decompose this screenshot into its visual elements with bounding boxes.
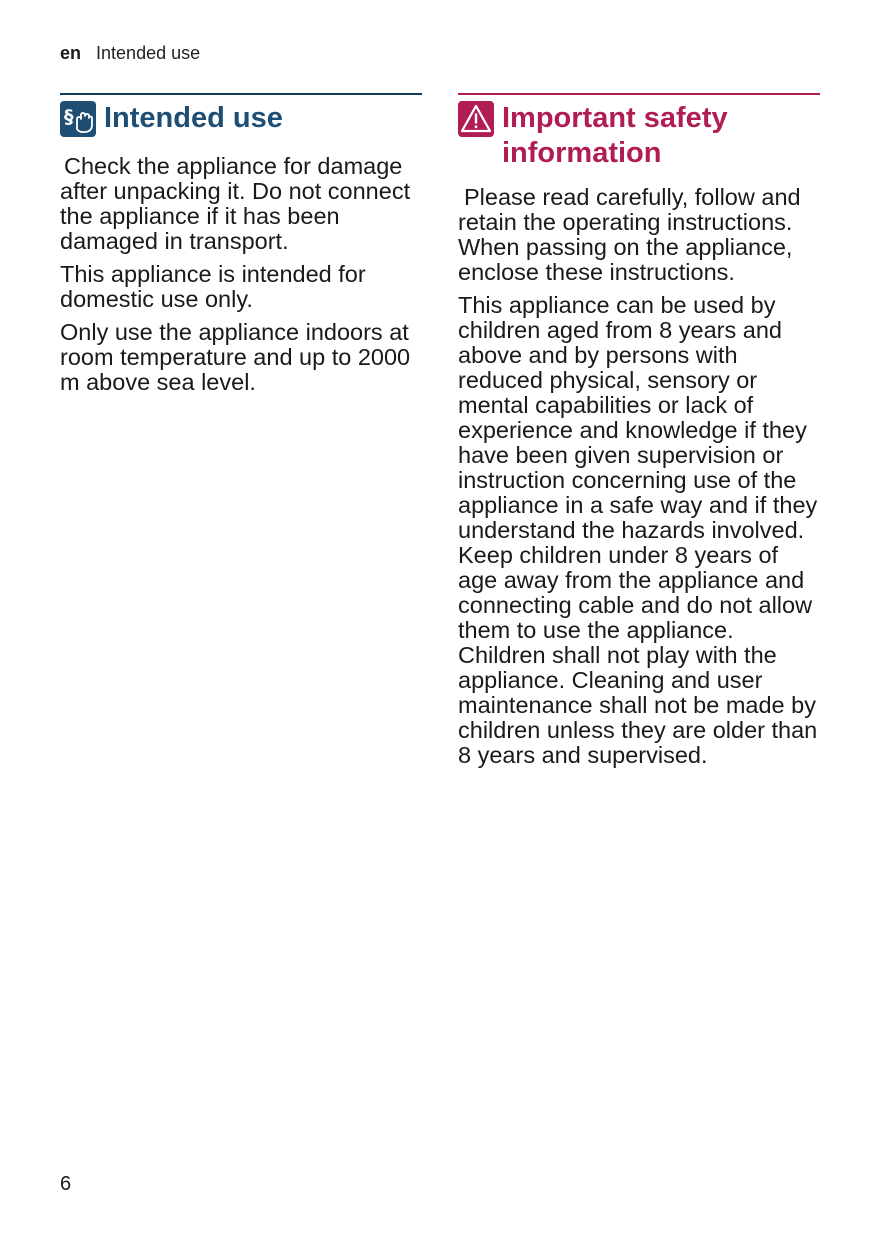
hand-paragraph-icon xyxy=(60,101,96,137)
paragraph: This appliance is intended for domestic use only. xyxy=(60,261,366,312)
paragraph: Please read carefully, follow and retain the operating instructions. When passing on the appliance, enclose these instructions. xyxy=(458,184,801,285)
intended-use-section xyxy=(60,93,422,403)
paragraph: Check the appliance for damage after unpacking it. Do not connect the appliance if it has been damaged in transport. xyxy=(60,153,411,254)
section-heading xyxy=(458,101,820,171)
running-header xyxy=(60,42,200,64)
paragraph: Only use the appliance indoors at room temperature and up to 2000 m above sea level. xyxy=(60,319,411,395)
running-section-title: Intended use xyxy=(96,43,201,63)
section-title: Important safety information xyxy=(502,102,728,169)
section-rule xyxy=(60,93,422,95)
language-code: en xyxy=(60,43,82,63)
section-title: Intended use xyxy=(104,102,283,134)
svg-text:§: § xyxy=(64,106,74,128)
safety-information-section xyxy=(458,93,820,776)
paragraph: This appliance can be used by children aged from 8 years and above and by persons with reduced physical, sensory or mental capabilities or lack of experience and knowledge if they have been given supervision or instruction concerning use of the appliance in a safe way and if they understand the hazards involved. Keep children under 8 years of age away from the appliance and connecting cable and do not allow them to use the appliance. Children shall not play with the appliance. Cleaning and user maintenance shall not be made by children unless they are older than 8 years and supervised. xyxy=(458,292,818,768)
section-heading xyxy=(60,101,422,137)
warning-triangle-icon xyxy=(458,101,494,137)
section-rule xyxy=(458,93,820,95)
page-number: 6 xyxy=(60,1173,72,1195)
